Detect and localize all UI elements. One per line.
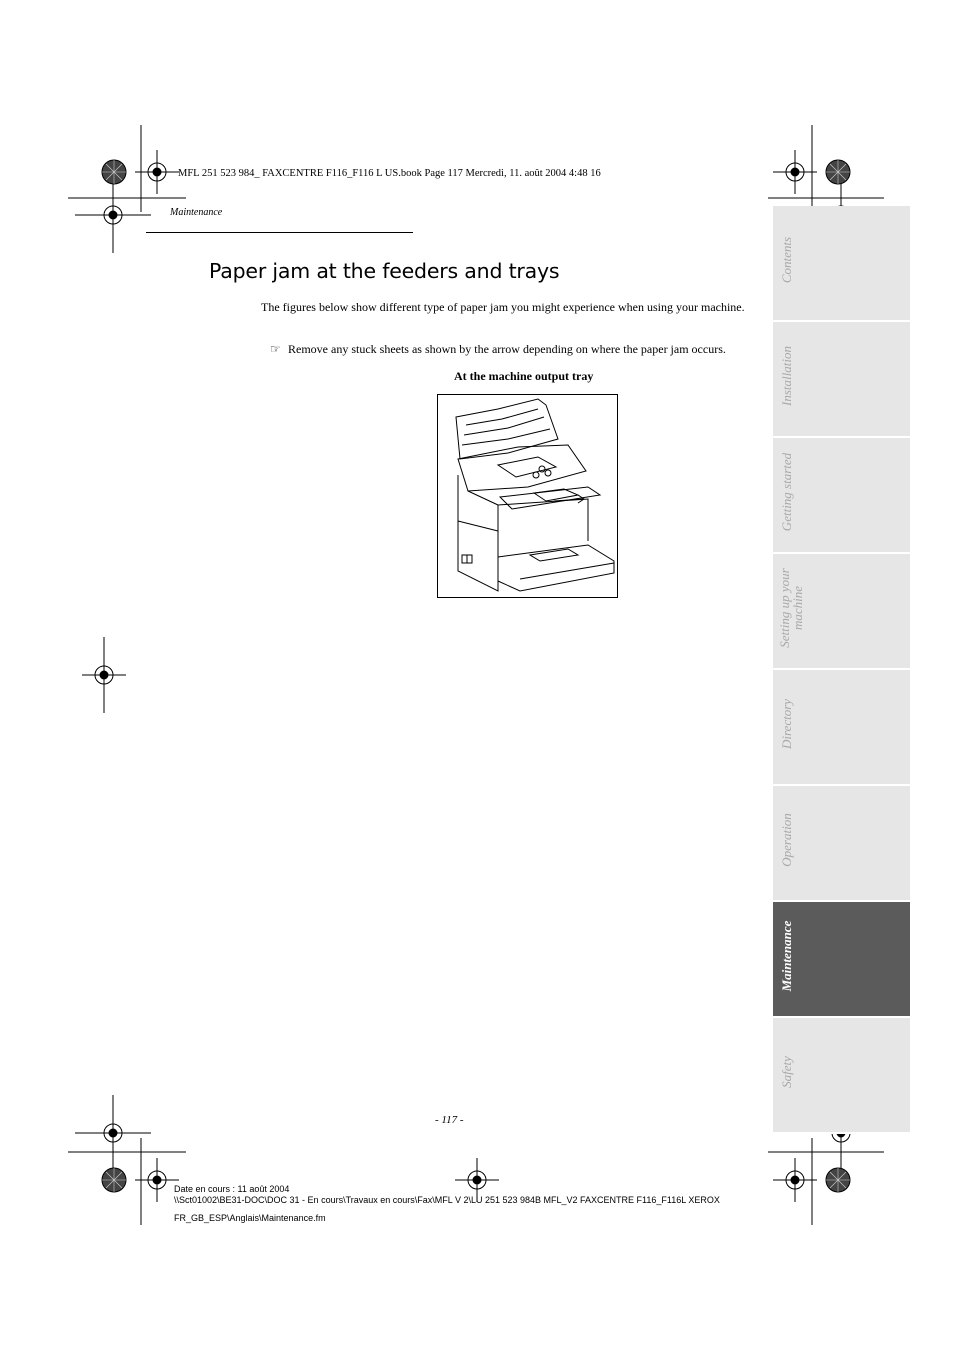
header-file-info: MFL 251 523 984_ FAXCENTRE F116_F116 L US.book Page 117 Mercredi, 11. août 2004 4:48 16 [178,168,601,179]
fax-machine-illustration [437,394,618,598]
tab-label: Maintenance [778,920,794,992]
footer-filename: FR_GB_ESP\Anglais\Maintenance.fm [174,1213,326,1223]
tab-label: Safety [778,1056,794,1088]
tab-label: Contents [778,236,794,284]
tab-setting-up[interactable] [773,554,910,670]
footer-date: Date en cours : 11 août 2004 [174,1184,290,1194]
tab-label: Installation [778,346,794,406]
fax-machine-drawing [438,395,617,597]
tab-directory[interactable] [773,670,910,786]
tab-label: Getting started [778,452,794,532]
section-name: Maintenance [170,207,223,218]
pointing-hand-icon: ☞ [270,342,281,356]
page-number: - 117 - [435,1114,464,1126]
tab-operation[interactable] [773,786,910,902]
tab-maintenance[interactable] [773,902,910,1018]
instruction-bullet [270,342,726,357]
tab-label: Directory [778,698,794,750]
page-title: Paper jam at the feeders and trays [209,259,560,283]
intro-paragraph: The figures below show different type of paper jam you might experience when using your machine. [261,300,745,314]
chapter-tabs [773,206,910,1134]
tab-installation[interactable] [773,322,910,438]
footer-path: \\Sct01002\BE31-DOC\DOC 31 - En cours\Travaux en cours\Fax\MFL V 2\LU 251 523 984B MFL_V2 FAXCENTRE F116_F116L XEROX [174,1195,720,1205]
header-divider [146,232,413,233]
tab-safety[interactable] [773,1018,910,1134]
tab-label: Operation [778,813,794,867]
figure-caption: At the machine output tray [454,369,594,383]
tab-getting-started[interactable] [773,438,910,554]
tab-label: Setting up your machine [777,568,805,648]
tab-contents[interactable] [773,206,910,322]
instruction-text: Remove any stuck sheets as shown by the arrow depending on where the paper jam occurs. [288,342,726,356]
